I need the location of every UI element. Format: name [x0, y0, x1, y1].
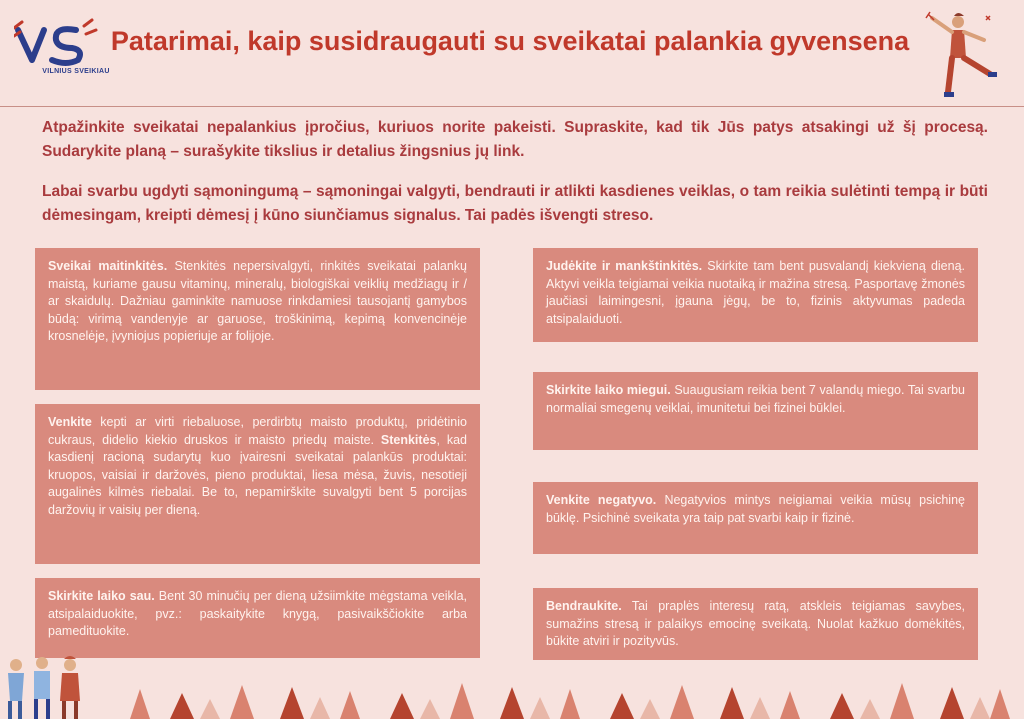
tip-text-secondary: , kad kasdienį racioną sudarytų kuo įvairesni sveikatai palankūs produktai: kruopos, vaisiai ir daržovės, pieno produktai, liesa mėsa, žuvis, nesotieji augalinės kilmės riebalai. Be to, nepamirškite suvalgyti bent 5 porcijas daržovių ir vaisių per dieną.	[48, 432, 467, 517]
intro-paragraph-1: Atpažinkite sveikatai nepalankius įpročius, kuriuos norite pakeisti. Supraskite, kad tik Jūs patys atsakingi už šį procesą. Sudarykite planą – surašykite tikslius ir detalius žingsnius jų link.	[42, 119, 988, 160]
tip-heading: Sveikai maitinkitės.	[48, 259, 168, 273]
tip-text: Stenkitės nepersivalgyti, rinkitės sveikatai palankų maistą, kuriame gausu vitaminų, mineralų, biologiškai veiklių medžiagų ir / ar skaidulų. Dažniau gaminkite namuose rinkdamiesi tausojantį gamybos būdą: virimą vandenyje ar garuose, troškinimą, kepimą konvencinėje krosnelėje, įvyniojus popieriuje ar folijoje.	[48, 259, 467, 343]
tip-heading: Skirkite laiko miegui.	[546, 383, 671, 397]
tip-heading: Venkite	[48, 415, 92, 429]
logo-mark-icon	[14, 18, 114, 68]
tip-card-nutrition	[35, 248, 480, 390]
tip-heading: Bendraukite.	[546, 599, 622, 613]
logo	[14, 18, 114, 84]
dancing-person-icon	[924, 10, 1004, 105]
tip-text: Negatyvios mintys neigiamai veikia mūsų psichinę būklę. Psichinė sveikata yra taip pat svarbi kaip ir fizinė.	[546, 493, 965, 525]
tip-card-socialize	[533, 588, 978, 660]
logo-subtitle: VILNIUS SVEIKIAU	[42, 68, 110, 75]
tip-heading-secondary: Stenkitės	[380, 432, 437, 447]
autumn-leaves-border-icon	[110, 679, 1024, 719]
tip-card-self-time	[35, 578, 480, 658]
tip-text: Skirkite tam bent pusvalandį kiekvieną dieną. Aktyvi veikla teigiamai veikia nuotaiką ir mažina stresą. Pasportavę žmonės jaučiasi laimingesni, įgauna jėgų, be to, fizinis aktyvumas padeda atsipalaiduoti.	[546, 259, 966, 326]
tip-heading: Venkite negatyvo.	[546, 493, 657, 507]
page-title: Patarimai, kaip susidraugauti su sveikatai palankia gyvensena	[110, 26, 910, 56]
tip-heading: Judėkite ir mankštinkitės.	[546, 259, 703, 273]
tip-text: Suaugusiam reikia bent 7 valandų miego. Tai svarbu normaliai smegenų veiklai, imunitetui bei fizinei būklei.	[546, 383, 965, 415]
intro-paragraph-2: Labai svarbu ugdyti sąmoningumą – sąmoningai valgyti, bendrauti ir atlikti kasdienes veiklas, o tam reikia sulėtinti tempą ir būti dėmesingam, kreipti dėmesį į kūno siunčiamus signalus. Tai padės išvengti streso.	[42, 183, 988, 224]
tip-card-avoid	[35, 404, 480, 564]
tip-text: Bent 30 minučių per dieną užsiimkite mėgstama veikla, atsipalaiduokite, pvz.: paskaitykite knygą, pasivaikščiokite arba pamedituokite.	[48, 589, 468, 638]
header-divider	[0, 106, 1024, 107]
tip-card-sleep	[533, 372, 978, 450]
tip-text: kepti ar virti riebaluose, perdirbtų maisto produktų, pridėtinio cukraus, didelio kiekio druskos ir maisto priedų maiste.	[48, 415, 467, 447]
tip-heading: Skirkite laiko sau.	[48, 589, 155, 603]
tip-card-exercise	[533, 248, 978, 342]
tip-card-negativity	[533, 482, 978, 554]
children-illustration-icon	[0, 649, 96, 719]
tip-text: Tai praplės interesų ratą, atskleis teigiamas savybes, sumažins stresą ir palaikys emocinę sveikatą. Nuolat kažkuo domėkitės, būkite atviri ir pozityvūs.	[546, 599, 965, 648]
